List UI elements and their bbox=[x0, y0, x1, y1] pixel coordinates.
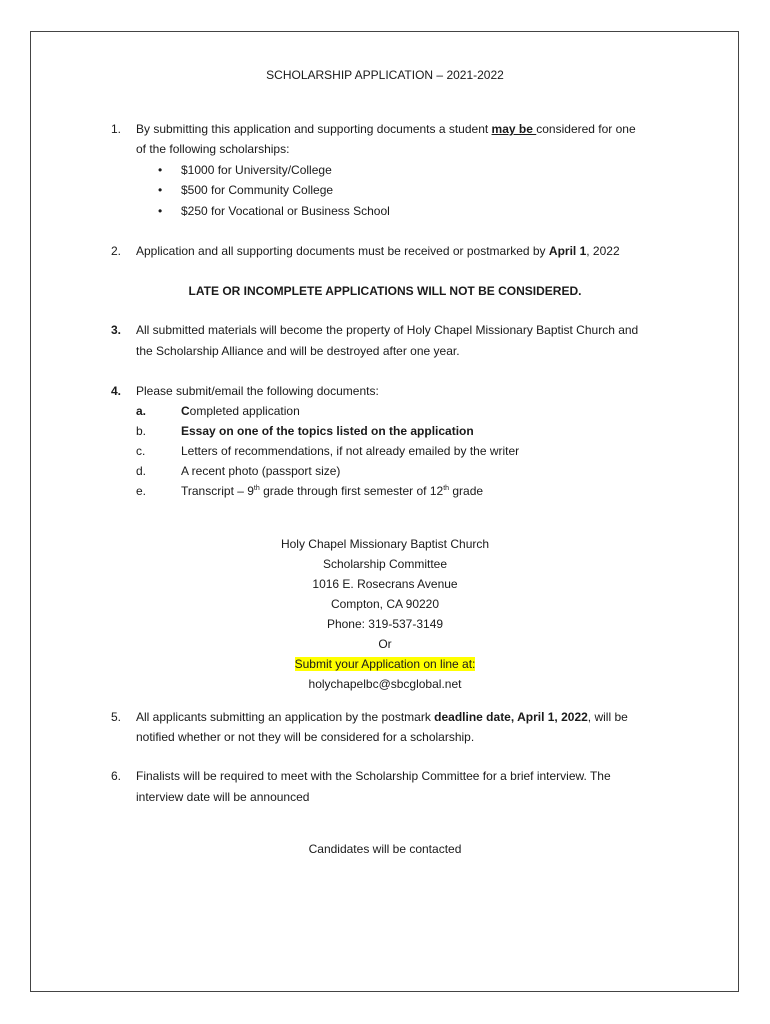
closing-note: Candidates will be contacted bbox=[308, 842, 462, 856]
scholarship-list-item: $1000 for University/College bbox=[181, 163, 332, 177]
item-2-number: 2. bbox=[111, 244, 122, 258]
doc-item: Essay on one of the topics listed on the application bbox=[181, 424, 474, 438]
or-separator: Or bbox=[378, 637, 392, 651]
phone-number: Phone: 319-537-3149 bbox=[326, 617, 444, 631]
item-3-number: 3. bbox=[111, 323, 122, 337]
item-5-number: 5. bbox=[111, 710, 122, 724]
item-6-text: Finalists will be required to meet with the Scholarship Committee for a brief interview. The bbox=[136, 769, 611, 783]
doc-letter: b. bbox=[136, 424, 147, 438]
item-3-text-line2: the Scholarship Alliance and will be destroyed after one year. bbox=[136, 344, 460, 358]
item-5-text: All applicants submitting an application by the postmark deadline date, April 1, 2022, will be bbox=[136, 710, 628, 724]
doc-letter: d. bbox=[136, 464, 147, 478]
doc-letter: e. bbox=[136, 484, 147, 498]
deadline-date-bold: deadline date, April 1, 2022 bbox=[434, 710, 588, 724]
doc-item: Transcript – 9th grade through first semester of 12th grade bbox=[181, 484, 484, 498]
online-submission bbox=[0, 656, 770, 672]
doc-item: Letters of recommendations, if not already emailed by the writer bbox=[181, 444, 520, 458]
late-warning: LATE OR INCOMPLETE APPLICATIONS WILL NOT BE CONSIDERED. bbox=[188, 284, 582, 298]
item-2-text: Application and all supporting documents must be received or postmarked by April 1, 2022 bbox=[136, 244, 620, 258]
scholarship-list-item: $250 for Vocational or Business School bbox=[181, 204, 390, 218]
item-1-text: By submitting this application and supporting documents a student may be considered for one bbox=[136, 122, 636, 136]
online-submission-highlight: Submit your Application on line at: bbox=[294, 657, 476, 671]
item-6-number: 6. bbox=[111, 769, 122, 783]
doc-letter: c. bbox=[136, 444, 146, 458]
bullet-icon: • bbox=[158, 204, 163, 218]
item-1-number: 1. bbox=[111, 122, 122, 136]
bullet-icon: • bbox=[158, 163, 163, 177]
item-6-text-line2: interview date will be announced bbox=[136, 790, 310, 804]
item-4-number: 4. bbox=[111, 384, 122, 398]
church-name: Holy Chapel Missionary Baptist Church bbox=[280, 537, 490, 551]
deadline-date: April 1 bbox=[548, 244, 587, 258]
item-4-intro: Please submit/email the following documents: bbox=[136, 384, 379, 398]
street-address: 1016 E. Rosecrans Avenue bbox=[312, 577, 458, 591]
doc-item: A recent photo (passport size) bbox=[181, 464, 341, 478]
doc-item: Completed application bbox=[181, 404, 300, 418]
scholarship-list-item: $500 for Community College bbox=[181, 183, 334, 197]
item-1-text-line2: of the following scholarships: bbox=[136, 142, 290, 156]
item-1-emphasis: may be bbox=[491, 122, 537, 136]
city-state-zip: Compton, CA 90220 bbox=[330, 597, 440, 611]
document-title: SCHOLARSHIP APPLICATION – 2021-2022 bbox=[266, 68, 504, 82]
item-3-text: All submitted materials will become the property of Holy Chapel Missionary Baptist Church and bbox=[136, 323, 639, 337]
email-address[interactable]: holychapelbc@sbcglobal.net bbox=[308, 677, 462, 691]
item-5-text-line2: notified whether or not they will be considered for a scholarship. bbox=[136, 730, 475, 744]
committee-name: Scholarship Committee bbox=[322, 557, 448, 571]
bullet-icon: • bbox=[158, 183, 163, 197]
doc-letter: a. bbox=[136, 404, 147, 418]
